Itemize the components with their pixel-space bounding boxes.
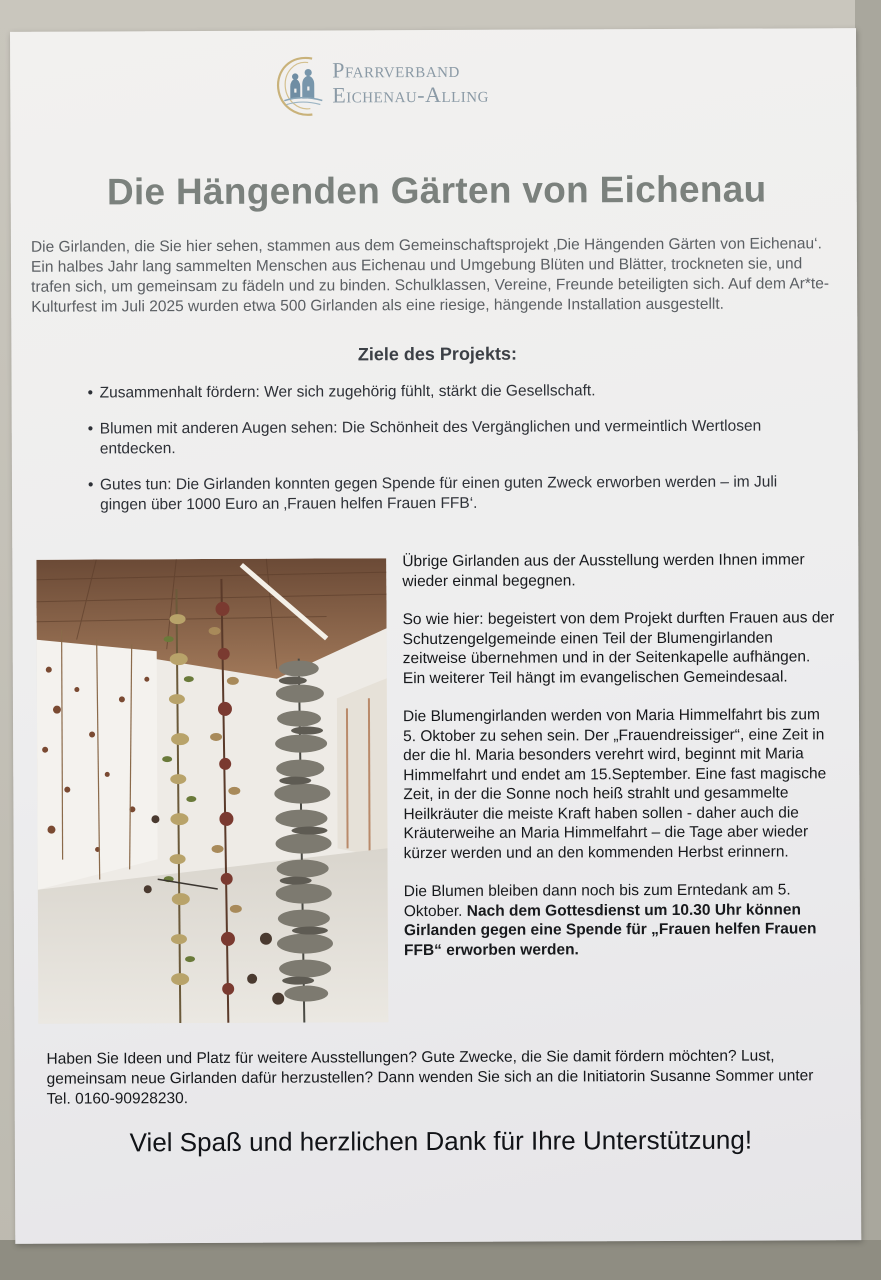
closing-line: Viel Spaß und herzlichen Dank für Ihre Unterstützung! — [129, 1124, 753, 1158]
logo-line-1: Pfarrverband — [332, 56, 460, 83]
page-title: Die Hängenden Gärten von Eichenau — [106, 168, 767, 213]
side-paragraph-3: Die Blumengirlanden werden von Maria Himmelfahrt bis zum 5. Oktober zu sehen sein. Der „Frauendreissiger“, eine Zeit in der die hl. Maria besonders verehrt wird, beginnt mit Maria Himmelfahrt und endet am 15.September. Eine fast magische Zeit, in der die Sonne noch heiß strahlt und gesammelte Heilkräuter die meiste Kraft haben sollen - daher auch die Kräuterweihe an Maria Himmelfahrt – die Tage aber wieder kürzer werden und an den kommenden Herbst erinnern. — [402, 706, 827, 862]
side-paragraph-2a: So wie hier: begeistert von dem Projekt durften Frauen aus der Schutzengelgemeinde einen Teil der Blumengirlanden zeitweise übernehmen und in der Seitenkapelle aufhängen. — [402, 609, 835, 668]
contact-paragraph: Haben Sie Ideen und Platz für weitere Ausstellungen? Gute Zwecke, die Sie damit fördern möchten? Lust, gemeinsam neue Girlanden dafür herzustellen? Dann wenden Sie sich an die Initiatorin Susanne Sommer unter Tel. 0160-90928230. — [46, 1047, 814, 1108]
intro-paragraph: Die Girlanden, die Sie hier sehen, stammen aus dem Gemeinschaftsprojekt ‚Die Hängenden Gärten von Eichenau‘. Ein halbes Jahr lang sammelten Menschen aus Eichenau und Umgebung Blüten und Blätter, trockneten sie, und trafen sich, um gemeinsam zu fädeln und zu binden. Schulklassen, Vereine, Freunde beteiligten sich. Auf dem Ar*te-Kulturfest im Juli 2025 wurden etwa 500 Girlanden als eine riesige, hängende Installation ausgestellt. — [30, 235, 830, 316]
goal-item: • Zusammenhalt fördern: Wer sich zugehörig fühlt, stärkt die Gesellschaft. — [88, 380, 828, 403]
logo-line-2: Eichenau-Alling — [332, 81, 489, 108]
side-paragraph-4-plain: Die Blumen bleiben dann noch bis zum Erntedank am 5. Oktober. — [403, 881, 791, 920]
goal-item: • Blumen mit anderen Augen sehen: Die Schönheit des Vergänglichen und vermeintlich Wertlosen entdecken. — [88, 416, 828, 459]
side-paragraph-4-bold: Nach dem Gottesdienst um 10.30 Uhr können Girlanden gegen eine Spende für „Frauen helfen Frauen FFB“ erworben werden. — [403, 900, 817, 959]
side-paragraph-2b: Ein weiterer Teil hängt im evangelischen Gemeindesaal. — [402, 667, 788, 687]
goals-list — [88, 380, 829, 531]
garlands-photo — [36, 558, 388, 1024]
side-paragraph-1: Übrige Girlanden aus der Ausstellung werden Ihnen immer wieder einmal begegnen. — [402, 551, 805, 590]
goal-item: • Gutes tun: Die Girlanden konnten gegen Spende für einen guten Zweck erworben werden – im Juli gingen über 1000 Euro an ‚Frauen helfen Frauen FFB‘. — [88, 472, 828, 515]
church-towers-logo-icon — [272, 52, 334, 120]
wall-baseboard — [0, 1240, 881, 1280]
hanging-garlands-image — [36, 558, 388, 1024]
goals-heading: Ziele des Projekts: — [357, 343, 517, 365]
parish-logo — [272, 51, 582, 124]
side-paragraph-4 — [404, 880, 836, 960]
side-text-column — [402, 550, 836, 979]
side-paragraph-2 — [403, 608, 835, 688]
notice-poster — [10, 28, 861, 1244]
